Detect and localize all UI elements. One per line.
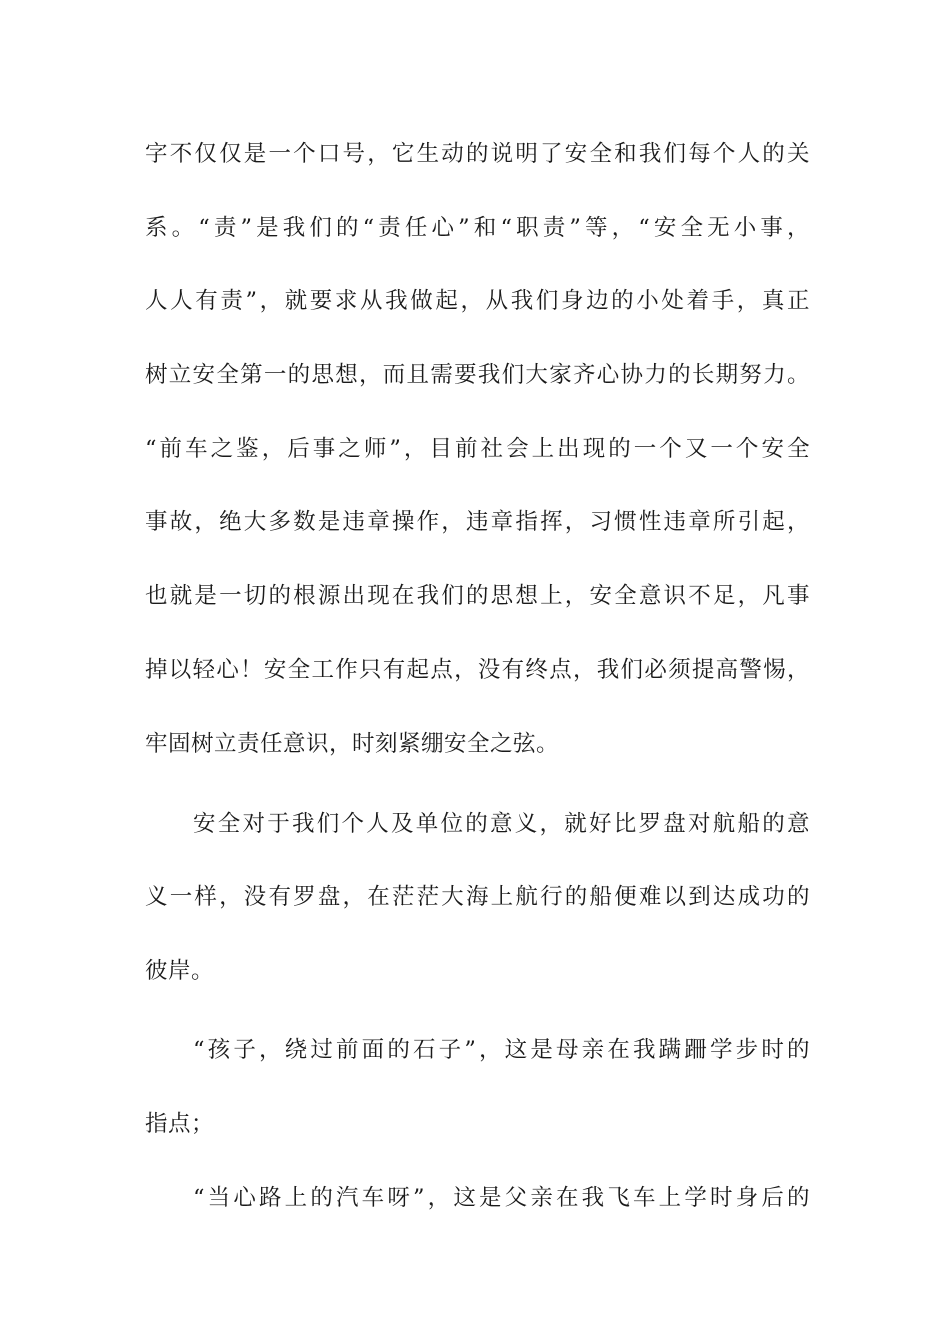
text-line: 事故，绝大多数是违章操作，违章指挥，习惯性违章所引起， bbox=[145, 509, 810, 535]
text-line: 安全对于我们个人及单位的意义，就好比罗盘对航船的意 bbox=[193, 811, 810, 837]
text-line: 字不仅仅是一个口号，它生动的说明了安全和我们每个人的关 bbox=[145, 141, 810, 167]
text-line: 义一样，没有罗盘，在茫茫大海上航行的船便难以到达成功的 bbox=[145, 884, 810, 910]
text-line: 掉以轻心！安全工作只有起点，没有终点，我们必须提高警惕， bbox=[145, 657, 810, 683]
text-line: “前车之鉴，后事之师”，目前社会上出现的一个又一个安全 bbox=[145, 436, 810, 462]
text-line: 树立安全第一的思想，而且需要我们大家齐心协力的长期努力。 bbox=[145, 362, 810, 388]
text-line: 人人有责”，就要求从我做起，从我们身边的小处着手，真正 bbox=[145, 288, 810, 314]
text-line: 牢固树立责任意识，时刻紧绷安全之弦。 bbox=[145, 731, 560, 757]
text-line: 指点； bbox=[145, 1111, 215, 1137]
text-line: “当心路上的汽车呀”，这是父亲在我飞车上学时身后的 bbox=[193, 1185, 810, 1211]
text-line: 彼岸。 bbox=[145, 958, 215, 984]
text-line: “孩子，绕过前面的石子”，这是母亲在我蹒跚学步时的 bbox=[193, 1037, 810, 1063]
text-line: 系。“责”是我们的“责任心”和“职责”等，“安全无小事， bbox=[145, 215, 810, 241]
text-line: 也就是一切的根源出现在我们的思想上，安全意识不足，凡事 bbox=[145, 583, 810, 609]
